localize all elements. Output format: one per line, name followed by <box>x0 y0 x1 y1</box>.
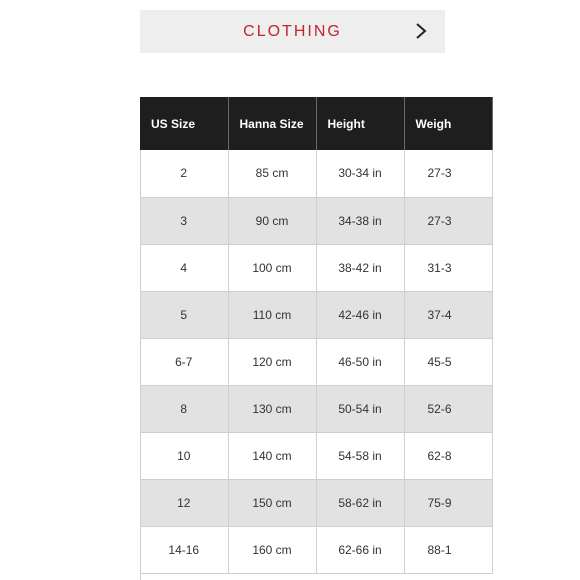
cell-weight: 37-4 <box>404 291 492 338</box>
cell-hanna-size: 90 cm <box>228 197 316 244</box>
cell-height: 38-42 in <box>316 244 404 291</box>
column-header-us-size: US Size <box>140 97 228 150</box>
cell-us-size: 2 <box>140 150 228 197</box>
cell-us-size: 6-7 <box>140 338 228 385</box>
cell-hanna-size: 140 cm <box>228 432 316 479</box>
table-row <box>140 526 492 573</box>
cell-us-size: 14-16 <box>140 526 228 573</box>
cell-us-size: 10 <box>140 432 228 479</box>
column-header-hanna-size: Hanna Size <box>228 97 316 150</box>
cell-height: 50-54 in <box>316 385 404 432</box>
cell-hanna-size: 160 cm <box>228 526 316 573</box>
chevron-right-icon <box>411 21 431 41</box>
cell-hanna-size: 110 cm <box>228 291 316 338</box>
cell-weight: 75-9 <box>404 479 492 526</box>
table-left-border <box>140 150 141 580</box>
cell-hanna-size: 130 cm <box>228 385 316 432</box>
cell-height: 62-66 in <box>316 526 404 573</box>
table-row <box>140 338 492 385</box>
cell-hanna-size: 120 cm <box>228 338 316 385</box>
table-row <box>140 432 492 479</box>
cell-us-size: 4 <box>140 244 228 291</box>
cell-height: 34-38 in <box>316 197 404 244</box>
table-row <box>140 291 492 338</box>
cell-weight: 45-5 <box>404 338 492 385</box>
cell-height: 30-34 in <box>316 150 404 197</box>
table-row <box>140 150 492 197</box>
table-row <box>140 244 492 291</box>
cell-hanna-size: 85 cm <box>228 150 316 197</box>
cell-weight: 31-3 <box>404 244 492 291</box>
table-row <box>140 385 492 432</box>
cell-height: 54-58 in <box>316 432 404 479</box>
cell-height: 42-46 in <box>316 291 404 338</box>
column-header-weight: Weigh <box>404 97 492 150</box>
cell-weight: 62-8 <box>404 432 492 479</box>
cell-weight: 27-3 <box>404 150 492 197</box>
cell-height: 58-62 in <box>316 479 404 526</box>
cell-hanna-size: 150 cm <box>228 479 316 526</box>
cell-weight: 52-6 <box>404 385 492 432</box>
cell-weight: 27-3 <box>404 197 492 244</box>
size-chart-scroll[interactable] <box>140 97 452 580</box>
cell-hanna-size: 100 cm <box>228 244 316 291</box>
clothing-section-toggle[interactable] <box>140 10 445 53</box>
cell-weight: 88-1 <box>404 526 492 573</box>
cell-us-size: 12 <box>140 479 228 526</box>
cell-us-size: 3 <box>140 197 228 244</box>
table-row <box>140 479 492 526</box>
cell-us-size: 8 <box>140 385 228 432</box>
cell-us-size: 5 <box>140 291 228 338</box>
clothing-title: CLOTHING <box>243 22 342 40</box>
table-row <box>140 197 492 244</box>
size-chart-table <box>140 97 493 574</box>
cell-height: 46-50 in <box>316 338 404 385</box>
column-header-height: Height <box>316 97 404 150</box>
table-header-row <box>140 97 492 150</box>
